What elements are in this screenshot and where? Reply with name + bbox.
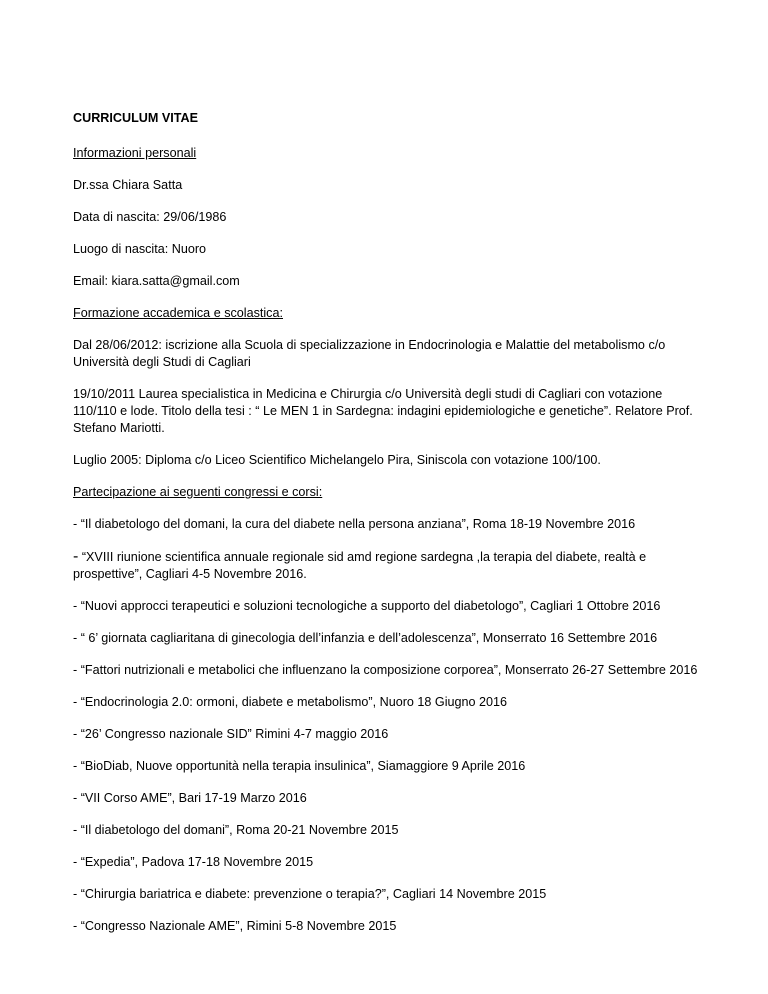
- congress-item: - “Il diabetologo del domani, la cura del diabete nella persona anziana”, Roma 18-19 Novembre 2016: [73, 517, 636, 531]
- education-item: Luglio 2005: Diploma c/o Liceo Scientifico Michelangelo Pira, Siniscola con votazione 100/100.: [73, 453, 601, 467]
- congress-item-text: “XVIII riunione scientifica annuale regionale sid amd regione sardegna ,la terapia del diabete, realtà e prospettive”, Cagliari 4-5 Novembre 2016.: [73, 550, 647, 581]
- congress-item: - “VII Corso AME”, Bari 17-19 Marzo 2016: [73, 791, 307, 805]
- congresses-heading: Partecipazione ai seguenti congressi e corsi:: [73, 485, 323, 499]
- congress-item: - “26’ Congresso nazionale SID” Rimini 4-7 maggio 2016: [73, 727, 389, 741]
- education-item: Dal 28/06/2012: iscrizione alla Scuola di specializzazione in Endocrinologia e Malattie del metabolismo c/o Università degli Studi di Cagliari: [73, 338, 666, 369]
- education-heading: Formazione accademica e scolastica:: [73, 306, 283, 320]
- document-title: CURRICULUM VITAE: [73, 111, 198, 125]
- birth-date: Data di nascita: 29/06/1986: [73, 210, 227, 224]
- congress-item: - “ 6’ giornata cagliaritana di ginecologia dell’infanzia e dell’adolescenza”, Monserrato 16 Settembre 2016: [73, 631, 658, 645]
- person-name: Dr.ssa Chiara Satta: [73, 178, 183, 192]
- congress-item: - “Il diabetologo del domani”, Roma 20-21 Novembre 2015: [73, 823, 399, 837]
- education-item: 19/10/2011 Laurea specialistica in Medicina e Chirurgia c/o Università degli studi di Cagliari con votazione 110/110 e lode. Titolo della tesi : “ Le MEN 1 in Sardegna: indagini epidemiologiche e genetiche”. Relatore Prof. Stefano Mariotti.: [73, 387, 693, 435]
- list-dash: -: [73, 548, 79, 565]
- birth-place: Luogo di nascita: Nuoro: [73, 242, 207, 256]
- congress-item: - “Endocrinologia 2.0: ormoni, diabete e metabolismo”, Nuoro 18 Giugno 2016: [73, 695, 508, 709]
- congress-item: - “BioDiab, Nuove opportunità nella terapia insulinica”, Siamaggiore 9 Aprile 2016: [73, 759, 526, 773]
- congress-item: [73, 548, 703, 583]
- congress-item: - “Congresso Nazionale AME”, Rimini 5-8 Novembre 2015: [73, 919, 397, 933]
- congress-item: - “Nuovi approcci terapeutici e soluzioni tecnologiche a supporto del diabetologo”, Cagliari 1 Ottobre 2016: [73, 599, 661, 613]
- personal-info-heading: Informazioni personali: [73, 146, 197, 160]
- document-page: [73, 110, 703, 950]
- congress-item: - “Expedia”, Padova 17-18 Novembre 2015: [73, 855, 314, 869]
- email: Email: kiara.satta@gmail.com: [73, 274, 240, 288]
- congress-item: - “Fattori nutrizionali e metabolici che influenzano la composizione corporea”, Monserrato 26-27 Settembre 2016: [73, 663, 698, 677]
- congress-item: - “Chirurgia bariatrica e diabete: prevenzione o terapia?”, Cagliari 14 Novembre 2015: [73, 887, 547, 901]
